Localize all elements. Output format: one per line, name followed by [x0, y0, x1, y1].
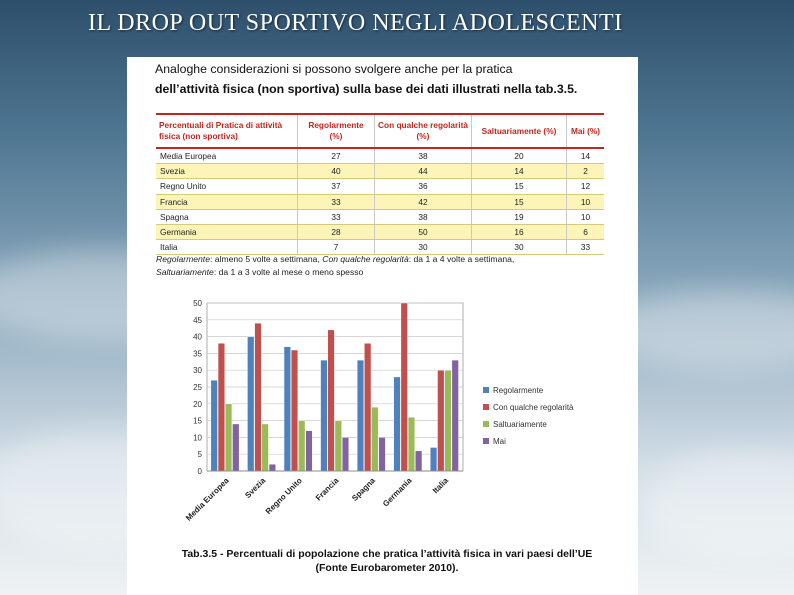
table-cell: 40	[298, 164, 375, 179]
bar	[415, 451, 422, 471]
table-row	[156, 209, 604, 224]
table-cell: 50	[375, 224, 472, 239]
figure-caption	[157, 547, 617, 575]
note-text: : da 1 a 4 volte a settimana,	[408, 254, 515, 264]
y-tick-label: 0	[197, 467, 202, 476]
table-cell: 36	[375, 179, 472, 194]
bar	[364, 343, 371, 471]
table-cell: Italia	[156, 240, 298, 255]
bar	[372, 407, 379, 471]
x-tick-label: Spagna	[350, 476, 377, 503]
intro-line2-pre: dell’	[155, 82, 180, 96]
legend-swatch	[483, 421, 489, 427]
table-cell: 28	[298, 224, 375, 239]
table-cell: Spagna	[156, 209, 298, 224]
legend-swatch	[483, 438, 489, 444]
bar	[291, 350, 298, 471]
y-tick-label: 20	[193, 399, 202, 409]
table-cell: Francia	[156, 194, 298, 209]
bar	[298, 421, 305, 471]
legend-label: Con qualche regolarità	[493, 403, 574, 412]
y-tick-label: 15	[193, 416, 202, 426]
bar	[255, 323, 262, 471]
table-cell: 14	[567, 148, 605, 164]
bar	[335, 421, 342, 471]
table-cell: Germania	[156, 224, 298, 239]
table-row	[156, 179, 604, 194]
table-cell: 7	[298, 240, 375, 255]
note-term: Saltuariamente	[156, 267, 214, 277]
table-cell: 15	[472, 179, 567, 194]
intro-paragraph	[155, 59, 603, 99]
document-page	[127, 57, 638, 595]
table-cell: 27	[298, 148, 375, 164]
bar	[284, 347, 291, 471]
col-header: Regolarmente (%)	[298, 114, 375, 148]
y-tick-label: 45	[193, 315, 202, 325]
table-cell: 33	[567, 240, 605, 255]
table-cell: 14	[472, 164, 567, 179]
bar	[232, 424, 239, 471]
y-tick-label: 25	[193, 383, 202, 392]
table-cell: 42	[375, 194, 472, 209]
x-tick-label: Media Europea	[184, 476, 231, 523]
intro-line2-bold: attività fisica (non sportiva)	[179, 82, 340, 96]
table-cell: 33	[298, 209, 375, 224]
table-cell: 30	[472, 240, 567, 255]
col-header: Percentuali di Pratica di attività fisica (non sportiva)	[156, 114, 298, 148]
bar-chart	[175, 295, 595, 545]
legend-label: Regolarmente	[493, 386, 544, 395]
col-header: Saltuariamente (%)	[472, 114, 567, 148]
bar	[211, 380, 218, 471]
bar	[452, 360, 459, 471]
bar	[328, 330, 335, 471]
x-tick-label: Germania	[381, 476, 414, 509]
table-cell: Media Europea	[156, 148, 298, 164]
table-cell: 16	[472, 224, 567, 239]
bar	[379, 437, 386, 471]
col-header: Mai (%)	[567, 114, 605, 148]
table-cell: 38	[375, 209, 472, 224]
table-cell: 20	[472, 148, 567, 164]
table-row	[156, 194, 604, 209]
bar	[430, 447, 437, 471]
bar	[225, 404, 232, 471]
y-tick-label: 40	[193, 332, 202, 342]
y-tick-label: 30	[193, 366, 202, 376]
table-cell: 15	[472, 194, 567, 209]
bar	[218, 343, 225, 471]
y-tick-label: 50	[193, 299, 202, 308]
x-tick-label: Francia	[313, 476, 341, 503]
caption-line1: Tab.3.5 - Percentuali di popolazione che pratica l’attività fisica in vari paesi dell’UE	[181, 548, 593, 560]
bar	[321, 360, 328, 471]
legend-swatch	[483, 387, 489, 393]
bar	[306, 431, 313, 471]
cloud	[640, 450, 794, 560]
table-cell: 10	[567, 209, 605, 224]
x-tick-label: Svezia	[243, 476, 268, 501]
intro-line2-post: sulla base dei dati illustrati nella	[339, 82, 535, 96]
note-text: : almeno 5 volte a settimana,	[209, 254, 323, 264]
legend-swatch	[483, 404, 489, 410]
table-cell: 12	[567, 179, 605, 194]
note-term: Con qualche regolarità	[322, 254, 409, 264]
practice-table	[156, 113, 604, 255]
table-row	[156, 164, 604, 179]
table-cell: 44	[375, 164, 472, 179]
bar	[445, 370, 452, 471]
x-tick-label: Italia	[430, 476, 451, 496]
bar	[357, 360, 364, 471]
table-cell: 37	[298, 179, 375, 194]
note-term: Regolarmente	[156, 254, 210, 264]
legend-label: Saltuariamente	[493, 420, 547, 429]
bar	[438, 370, 445, 471]
table-cell: 6	[567, 224, 605, 239]
table-cell: 38	[375, 148, 472, 164]
bar	[262, 424, 269, 471]
slide-title: IL DROP OUT SPORTIVO NEGLI ADOLESCENTI	[88, 10, 623, 36]
intro-line2-ref: tab.3.5.	[534, 82, 578, 96]
table-note	[156, 253, 616, 279]
y-tick-label: 35	[193, 349, 202, 359]
y-tick-label: 5	[197, 450, 202, 460]
bar	[342, 437, 349, 471]
table-cell: Svezia	[156, 164, 298, 179]
y-tick-label: 10	[193, 433, 202, 443]
note-text: : da 1 a 3 volte al mese o meno spesso	[213, 267, 364, 277]
bar	[394, 377, 401, 471]
table-cell: 19	[472, 209, 567, 224]
table-cell: 30	[375, 240, 472, 255]
legend-label: Mai	[493, 437, 506, 446]
x-tick-label: Regno Unito	[263, 476, 304, 517]
table-cell: 2	[567, 164, 605, 179]
table-row	[156, 224, 604, 239]
bar	[247, 337, 254, 471]
caption-line2: (Fonte Eurobarometer 2010).	[315, 562, 459, 574]
col-header: Con qualche regolarità (%)	[375, 114, 472, 148]
table-header-row	[156, 114, 604, 148]
bar	[408, 417, 415, 471]
table-cell: 10	[567, 194, 605, 209]
table-cell: Regno Unito	[156, 179, 298, 194]
bar	[269, 464, 276, 471]
bar	[401, 303, 408, 471]
intro-line1: Analoghe considerazioni si possono svolgere anche per la pratica	[155, 62, 513, 76]
table-row	[156, 148, 604, 164]
table-cell: 33	[298, 194, 375, 209]
